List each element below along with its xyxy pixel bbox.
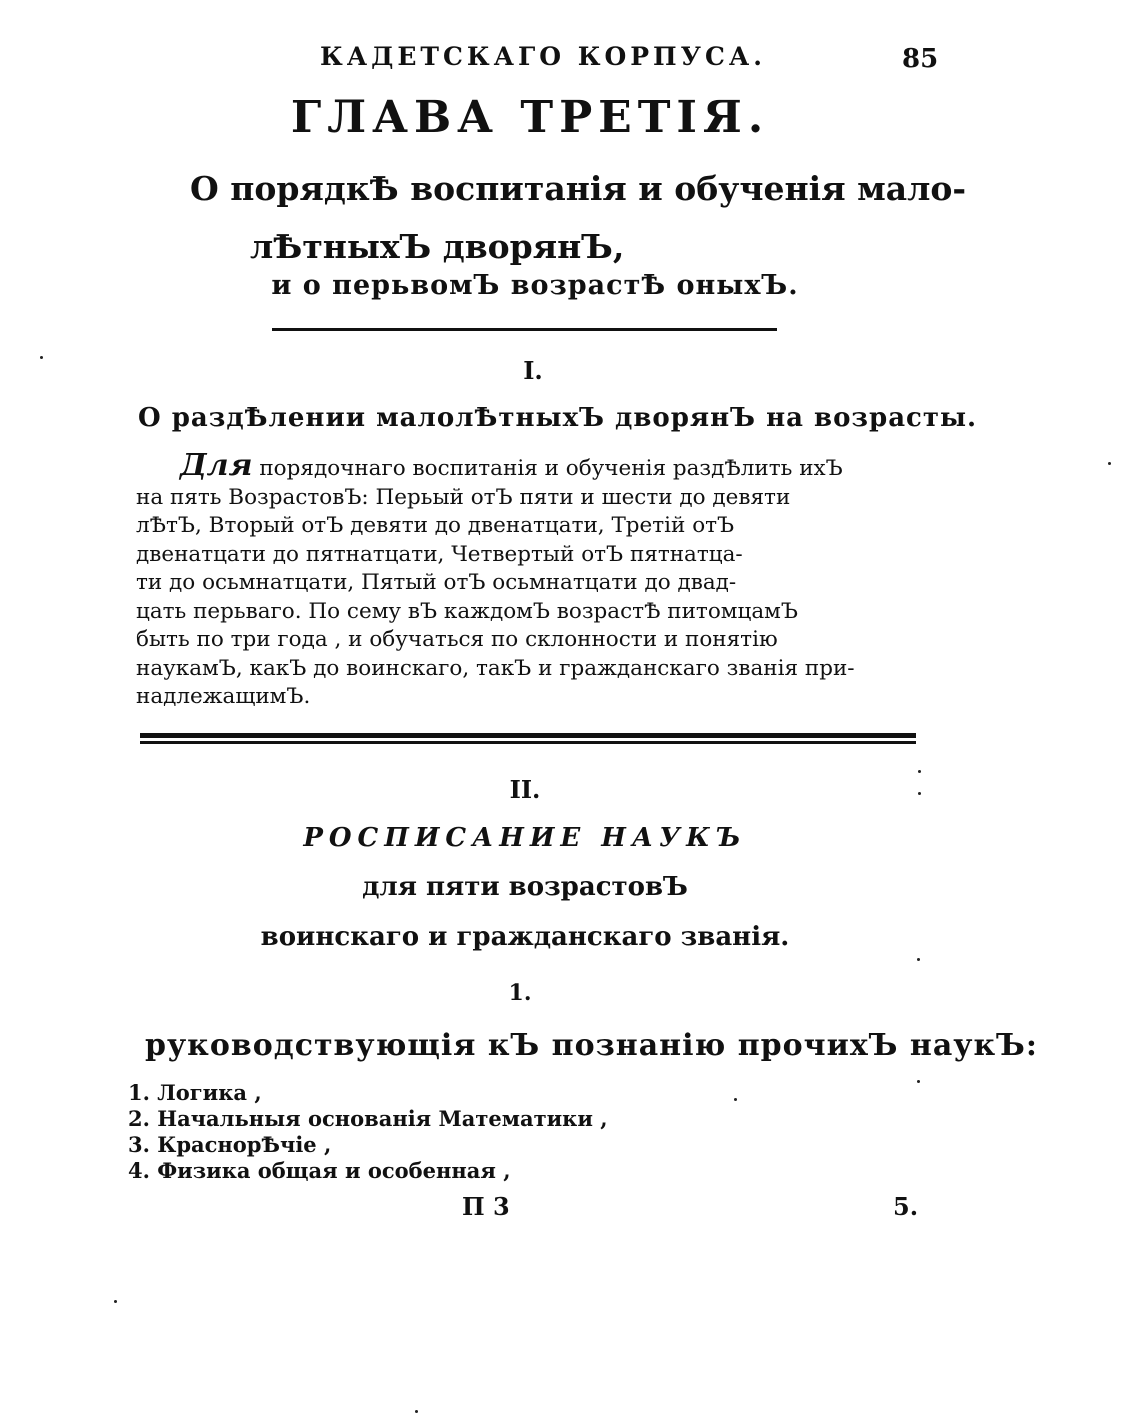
- running-head: КАДЕТСКАГО КОРПУСА.: [320, 42, 766, 71]
- signature-mark: П 3: [462, 1192, 510, 1221]
- paragraph-line: ти до осьмнатцати, Пятый отЪ осьмнатцати до двад-: [136, 570, 737, 595]
- paragraph-drop-word: Для: [180, 448, 253, 483]
- section-1-number: I.: [523, 356, 543, 385]
- chapter-subtitle-line1: О порядкѢ воспитанія и обученія мало-: [190, 169, 967, 208]
- guiding-sciences-heading: руководствующія кЪ познанію прочихЪ наукЪ:: [145, 1028, 1038, 1063]
- divider-rule: [272, 328, 777, 331]
- section-2-subheading-2: воинскаго и гражданскаго званія.: [260, 922, 790, 952]
- paragraph-line: быть по три года , и обучаться по склонности и понятію: [136, 627, 778, 652]
- section-1-heading: О раздѢлении малолѢтныхЪ дворянЪ на возрасты.: [138, 403, 978, 433]
- scan-speck: [40, 356, 43, 359]
- scan-speck: [1108, 462, 1111, 465]
- list-item: 4. Физика общая и особенная ,: [128, 1158, 511, 1183]
- paragraph-line: надлежащимЪ.: [136, 684, 311, 709]
- list-item: 2. Начальныя основанія Математики ,: [128, 1106, 608, 1131]
- paragraph-line: двенатцати до пятнатцати, Четвертый отЪ пятнатца-: [136, 541, 743, 567]
- chapter-subtitle-secondary: и о перьвомЪ возрастѢ оныхЪ.: [271, 270, 799, 301]
- section-2-subheading-1: для пяти возрастовЪ: [362, 872, 688, 902]
- double-rule-bottom: [140, 741, 916, 744]
- scan-speck: [415, 1410, 418, 1413]
- list-item: 1. Логика ,: [128, 1080, 262, 1105]
- paragraph-line: на пять ВозрастовЪ: Перьый отЪ пяти и шести до девяти: [136, 484, 791, 510]
- section-2-number: II.: [509, 775, 541, 804]
- paragraph-line: цать перьваго. По сему вЪ каждомЪ возрастѢ питомцамЪ: [136, 598, 798, 624]
- sciences-list: [128, 1080, 608, 1184]
- page-number: 85: [902, 44, 939, 74]
- chapter-subtitle-line2: лѢтныхЪ дворянЪ,: [250, 227, 625, 266]
- scan-speck: [918, 792, 921, 795]
- list-item: 3. КраснорѢчіе ,: [128, 1132, 332, 1157]
- scan-speck: [734, 1098, 737, 1101]
- paragraph-line-text: порядочнаго воспитанія и обученія раздѢлить ихЪ: [252, 456, 843, 481]
- catchword: 5.: [893, 1192, 919, 1221]
- paragraph-line: лѢтЪ, Вторый отЪ девяти до двенатцати, Третій отЪ: [136, 513, 735, 538]
- chapter-subtitle: [190, 160, 966, 276]
- section-2-heading: РОСПИСАНИЕ НАУКЪ: [303, 823, 747, 853]
- section-1-paragraph: [136, 448, 926, 712]
- chapter-title: ГЛАВА ТРЕТІЯ.: [290, 92, 770, 143]
- scan-speck: [114, 1300, 117, 1303]
- section-2-subnumber: 1.: [508, 980, 532, 1006]
- double-rule-top: [140, 733, 916, 738]
- scan-speck: [917, 1080, 920, 1083]
- paragraph-line: наукамЪ, какЪ до воинскаго, такЪ и гражданскаго званія при-: [136, 655, 855, 681]
- scan-speck: [917, 958, 920, 961]
- scan-speck: [918, 770, 921, 773]
- paragraph-line: [136, 448, 926, 484]
